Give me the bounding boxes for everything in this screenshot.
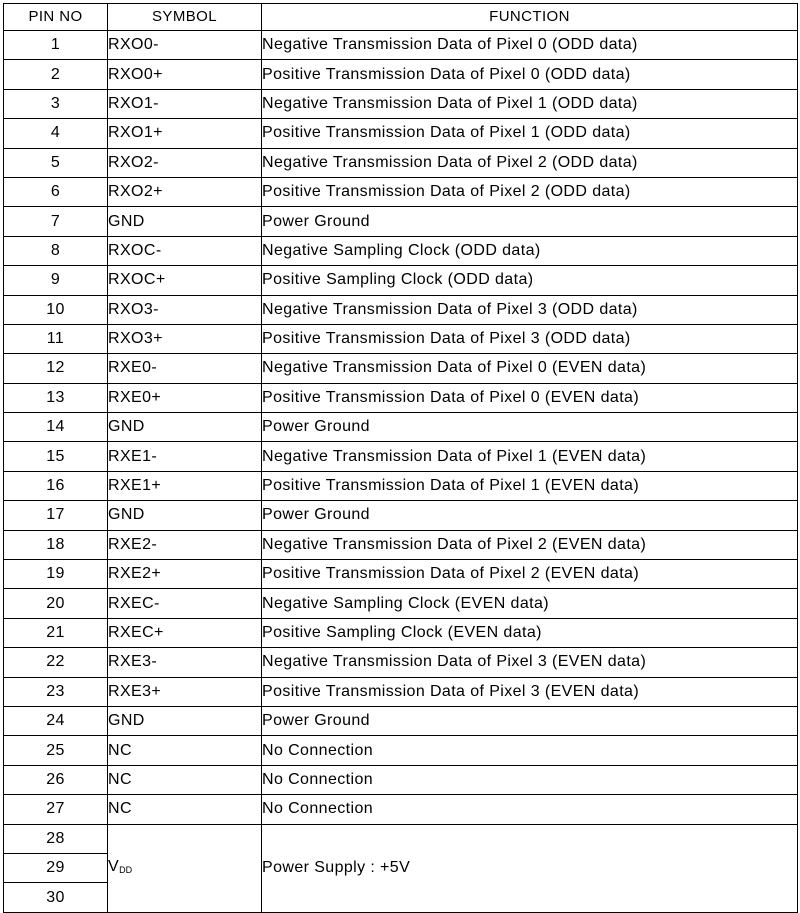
pin-number-cell: 5 [4,148,108,177]
symbol-cell: RXE1+ [108,471,262,500]
pin-number-cell: 23 [4,677,108,706]
function-cell: Negative Transmission Data of Pixel 2 (ODD data) [262,148,798,177]
symbol-cell: RXE3+ [108,677,262,706]
symbol-cell: RXEC+ [108,618,262,647]
table-row [4,442,798,471]
function-cell: Negative Transmission Data of Pixel 0 (EVEN data) [262,354,798,383]
symbol-cell: NC [108,765,262,794]
table-row [4,177,798,206]
table-row [4,324,798,353]
table-row [4,354,798,383]
function-cell: Positive Transmission Data of Pixel 0 (EVEN data) [262,383,798,412]
symbol-cell: RXOC- [108,236,262,265]
pin-number-cell: 2 [4,60,108,89]
table-row [4,677,798,706]
function-cell: Positive Transmission Data of Pixel 3 (EVEN data) [262,677,798,706]
pin-number-cell: 28 [4,824,108,853]
vdd-symbol-main: V [108,857,120,875]
pin-number-cell: 20 [4,589,108,618]
symbol-cell: RXO3- [108,295,262,324]
pin-number-cell: 7 [4,207,108,236]
pin-number-cell: 16 [4,471,108,500]
table-row [4,706,798,735]
pin-number-cell: 15 [4,442,108,471]
pin-number-cell: 1 [4,31,108,60]
pin-number-cell: 3 [4,89,108,118]
symbol-cell: RXE3- [108,648,262,677]
table-row [4,89,798,118]
function-cell: Positive Transmission Data of Pixel 0 (ODD data) [262,60,798,89]
function-cell: Power Ground [262,706,798,735]
function-cell: Power Ground [262,207,798,236]
symbol-cell: GND [108,706,262,735]
function-cell: Negative Transmission Data of Pixel 1 (EVEN data) [262,442,798,471]
vdd-symbol-subscript: DD [119,864,133,875]
symbol-cell: RXO1- [108,89,262,118]
header-row [4,4,798,31]
table-row [4,148,798,177]
pin-number-cell: 29 [4,853,108,882]
pin-number-cell: 18 [4,530,108,559]
symbol-cell: RXO0- [108,31,262,60]
function-cell-supply: Power Supply : +5V [262,824,798,912]
pin-table-body [4,31,798,913]
symbol-cell: RXO1+ [108,119,262,148]
symbol-cell: RXE0- [108,354,262,383]
pin-number-cell: 6 [4,177,108,206]
function-cell: No Connection [262,795,798,824]
function-cell: Positive Transmission Data of Pixel 3 (ODD data) [262,324,798,353]
function-cell: Negative Transmission Data of Pixel 0 (ODD data) [262,31,798,60]
symbol-cell: GND [108,207,262,236]
header-function: FUNCTION [262,4,798,31]
pin-number-cell: 24 [4,706,108,735]
table-row [4,648,798,677]
function-cell: Negative Transmission Data of Pixel 1 (ODD data) [262,89,798,118]
table-row [4,589,798,618]
table-row [4,765,798,794]
table-row [4,501,798,530]
table-row [4,236,798,265]
pin-number-cell: 4 [4,119,108,148]
table-row [4,60,798,89]
table-row [4,119,798,148]
table-row [4,471,798,500]
pin-number-cell: 9 [4,266,108,295]
pin-number-cell: 27 [4,795,108,824]
symbol-cell: NC [108,795,262,824]
function-cell: Positive Sampling Clock (EVEN data) [262,618,798,647]
symbol-cell: RXE2+ [108,560,262,589]
symbol-cell: GND [108,413,262,442]
table-row [4,824,798,853]
table-row [4,560,798,589]
function-cell: Power Ground [262,413,798,442]
header-symbol: SYMBOL [108,4,262,31]
pin-number-cell: 11 [4,324,108,353]
symbol-cell: RXO0+ [108,60,262,89]
function-cell: Negative Transmission Data of Pixel 3 (ODD data) [262,295,798,324]
pin-number-cell: 21 [4,618,108,647]
table-row [4,618,798,647]
pin-assignment-table [3,3,798,913]
function-cell: Negative Transmission Data of Pixel 2 (EVEN data) [262,530,798,559]
function-cell: Positive Sampling Clock (ODD data) [262,266,798,295]
symbol-cell: RXE0+ [108,383,262,412]
pin-number-cell: 8 [4,236,108,265]
function-cell: Negative Sampling Clock (ODD data) [262,236,798,265]
symbol-cell: NC [108,736,262,765]
pin-number-cell: 22 [4,648,108,677]
pin-number-cell: 17 [4,501,108,530]
function-cell: Positive Transmission Data of Pixel 2 (ODD data) [262,177,798,206]
pin-number-cell: 19 [4,560,108,589]
symbol-cell: RXE2- [108,530,262,559]
function-cell: No Connection [262,765,798,794]
pin-number-cell: 14 [4,413,108,442]
table-row [4,736,798,765]
table-row [4,530,798,559]
symbol-cell: GND [108,501,262,530]
symbol-cell: RXO2+ [108,177,262,206]
symbol-cell: RXEC- [108,589,262,618]
function-cell: No Connection [262,736,798,765]
pin-number-cell: 30 [4,883,108,912]
table-row [4,413,798,442]
symbol-cell: RXO3+ [108,324,262,353]
function-cell: Positive Transmission Data of Pixel 1 (ODD data) [262,119,798,148]
pin-number-cell: 25 [4,736,108,765]
function-cell: Negative Sampling Clock (EVEN data) [262,589,798,618]
function-cell: Positive Transmission Data of Pixel 1 (EVEN data) [262,471,798,500]
table-row [4,295,798,324]
header-pin-no: PIN NO [4,4,108,31]
pin-number-cell: 10 [4,295,108,324]
function-cell: Power Ground [262,501,798,530]
symbol-cell: RXE1- [108,442,262,471]
table-row [4,266,798,295]
function-cell: Positive Transmission Data of Pixel 2 (EVEN data) [262,560,798,589]
pin-number-cell: 12 [4,354,108,383]
symbol-cell: RXO2- [108,148,262,177]
table-row [4,795,798,824]
pin-number-cell: 26 [4,765,108,794]
symbol-cell-vdd [108,824,262,912]
table-row [4,207,798,236]
function-cell: Negative Transmission Data of Pixel 3 (EVEN data) [262,648,798,677]
symbol-cell: RXOC+ [108,266,262,295]
table-row [4,383,798,412]
table-row [4,31,798,60]
pin-number-cell: 13 [4,383,108,412]
